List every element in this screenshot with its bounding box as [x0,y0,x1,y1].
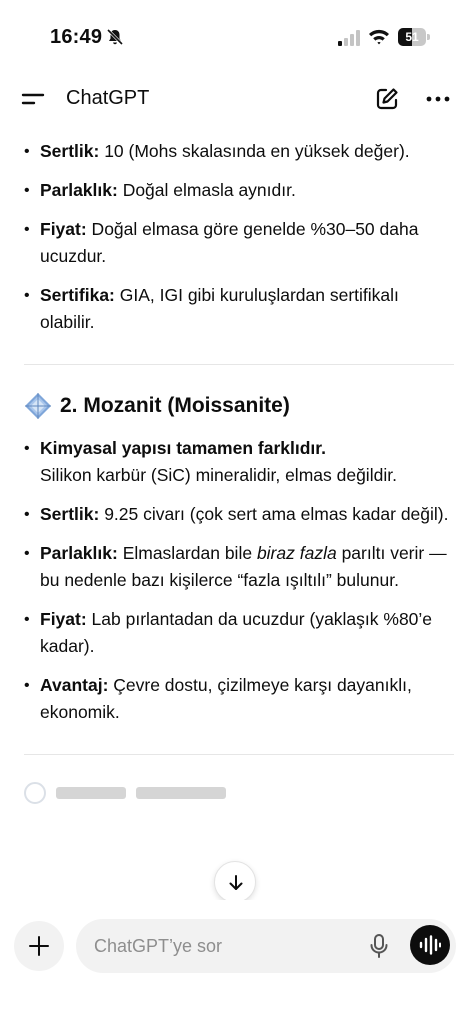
voice-wave-icon [419,935,441,955]
item-label: Sertlik: [40,504,100,524]
bell-slash-icon [106,28,124,46]
item-text: Çevre dostu, çizilmeye karşı dayanıklı, ekonomik. [40,675,412,722]
message-input[interactable] [94,919,354,973]
chat-message-content [24,138,454,805]
section-divider [24,754,454,755]
menu-icon[interactable] [20,88,46,110]
list-item [24,216,454,270]
battery-cap [427,34,430,40]
scroll-to-bottom-button[interactable] [214,861,256,903]
item-label: Sertlik: [40,141,100,161]
item-label: Fiyat: [40,609,87,629]
app-header [0,76,471,122]
gem-icon [24,392,52,420]
section-title: 2. Mozanit (Moissanite) [60,394,290,417]
item-text-italic: biraz fazla [256,543,337,563]
item-label: Parlaklık: [40,180,118,200]
section-divider [24,364,454,365]
item-label: Kimyasal yapısı tamamen farklıdır. [40,438,326,458]
composer-pill [76,919,456,973]
mic-icon[interactable] [368,933,390,959]
battery-level: 51 [405,30,419,44]
item-text: GIA, IGI gibi kuruluşlardan sertifikalı olabilir. [40,285,399,332]
arrow-down-icon [226,873,246,893]
status-time: 16:49 [50,26,103,48]
edit-icon[interactable] [374,86,400,112]
item-label: Parlaklık: [40,543,118,563]
plus-icon [28,935,50,957]
item-label: Sertifika: [40,285,115,305]
list-item [24,282,454,336]
wifi-icon [368,28,390,46]
item-label: Avantaj: [40,675,109,695]
battery-body [398,28,426,46]
list-item [24,501,454,528]
list-item [24,672,454,726]
list-item [24,177,454,204]
item-text: Doğal elmasla aynıdır. [117,180,296,200]
item-text: parıltı verir — bu nedenle bazı kişilerce “fazla ışıltılı” bulunur. [40,543,447,590]
battery-icon [398,28,430,46]
item-text: 9.25 civarı (çok sert ama elmas kadar değil). [99,504,449,524]
more-icon[interactable] [424,86,452,112]
item-text: Elmaslardan bile [117,543,257,563]
next-section-heading-partial [24,781,454,805]
item-text: 10 (Mohs skalasında en yüksek değer). [99,141,410,161]
item-text: Doğal elmasa göre genelde %30–50 daha ucuzdur. [40,219,419,266]
item-label: Fiyat: [40,219,87,239]
gem-icon [24,782,46,804]
item-text: Lab pırlantadan da ucuzdur (yaklaşık %80’e kadar). [40,609,433,656]
list-item [24,540,454,594]
app-title: ChatGPT [66,87,150,109]
obscured-text [136,787,226,799]
voice-mode-button[interactable] [410,925,450,965]
attach-button[interactable] [14,921,64,971]
list-item [24,435,454,489]
signal-icon [338,30,362,46]
obscured-text [56,787,126,799]
section-heading [24,391,454,421]
status-bar [0,0,471,70]
list-item [24,138,454,165]
item-text: Silikon karbür (SiC) mineralidir, elmas değildir. [40,465,397,485]
list-item [24,606,454,660]
